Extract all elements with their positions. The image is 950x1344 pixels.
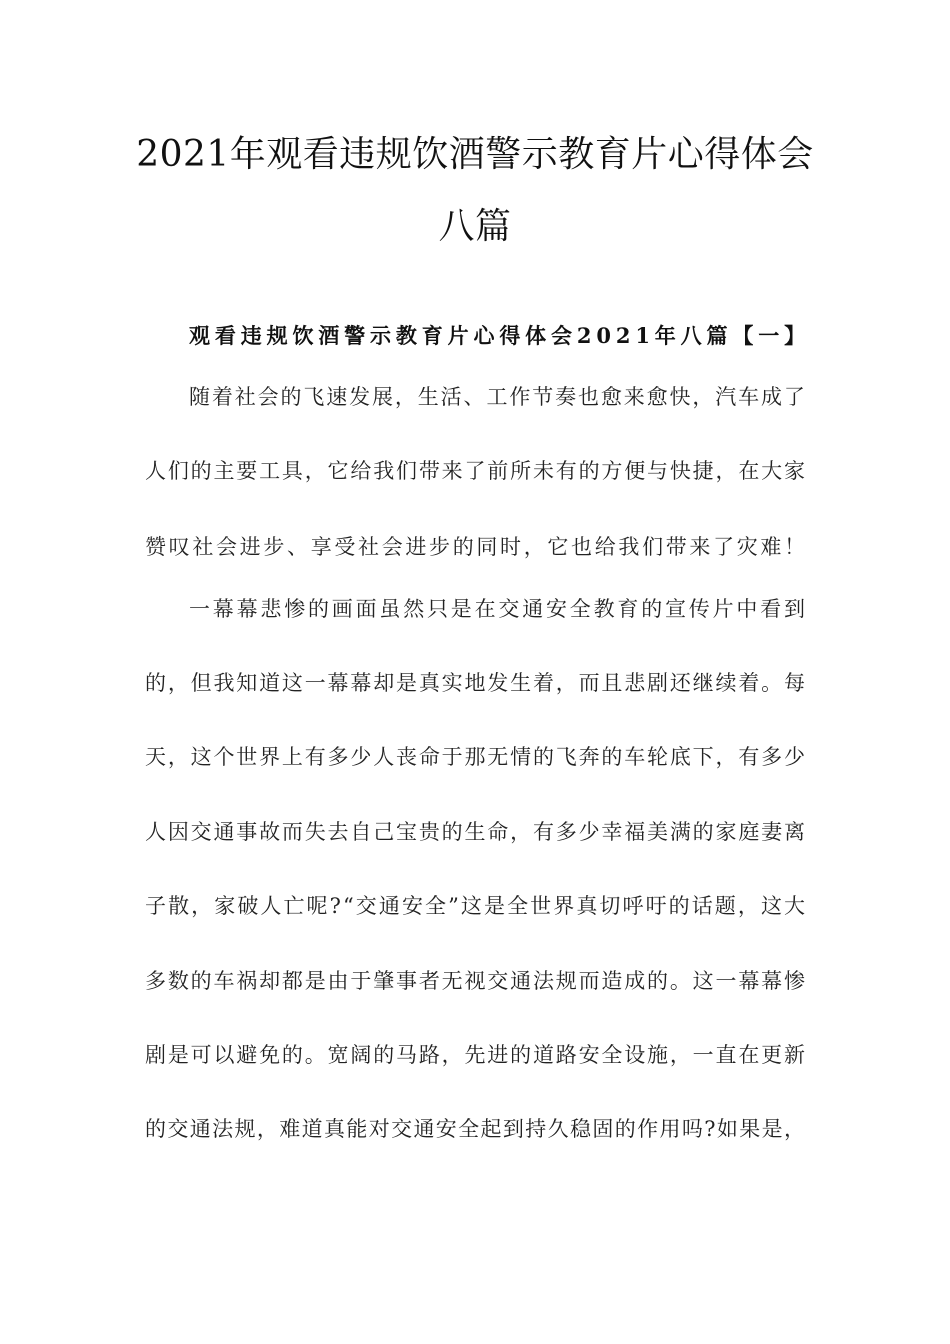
paragraph-2-line-1: 一幕幕悲惨的画面虽然只是在交通安全教育的宣传片中看到 (189, 597, 808, 621)
paragraph-2-line-3: 天，这个世界上有多少人丧命于那无情的飞奔的车轮底下，有多少 (145, 745, 807, 769)
section-heading: 观看违规饮酒警示教育片心得体会2021年八篇【一】 (189, 323, 810, 348)
paragraph-1-line-2: 人们的主要工具，它给我们带来了前所未有的方便与快捷，在大家 (145, 459, 807, 483)
paragraph-2-line-2: 的，但我知道这一幕幕却是真实地发生着，而且悲剧还继续着。每 (145, 671, 807, 695)
paragraph-2-line-4: 人因交通事故而失去自己宝贵的生命，有多少幸福美满的家庭妻离 (145, 820, 807, 844)
paragraph-2-line-7: 剧是可以避免的。宽阔的马路，先进的道路安全设施，一直在更新 (145, 1043, 807, 1067)
paragraph-1-line-1: 随着社会的飞速发展，生活、工作节奏也愈来愈快，汽车成了 (189, 385, 807, 409)
document-title-line-1: 2021年观看违规饮酒警示教育片心得体会 (136, 134, 814, 175)
paragraph-2-line-8: 的交通法规，难道真能对交通安全起到持久稳固的作用吗?如果是， (145, 1117, 807, 1141)
paragraph-1-line-3: 赞叹社会进步、享受社会进步的同时，它也给我们带来了灾难！ (145, 535, 808, 559)
document-title-line-2: 八篇 (438, 206, 512, 247)
paragraph-2-line-6: 多数的车祸却都是由于肇事者无视交通法规而造成的。这一幕幕惨 (145, 969, 807, 993)
paragraph-2-line-5: 子散，家破人亡呢?“交通安全”这是全世界真切呼吁的话题，这大 (145, 894, 808, 918)
